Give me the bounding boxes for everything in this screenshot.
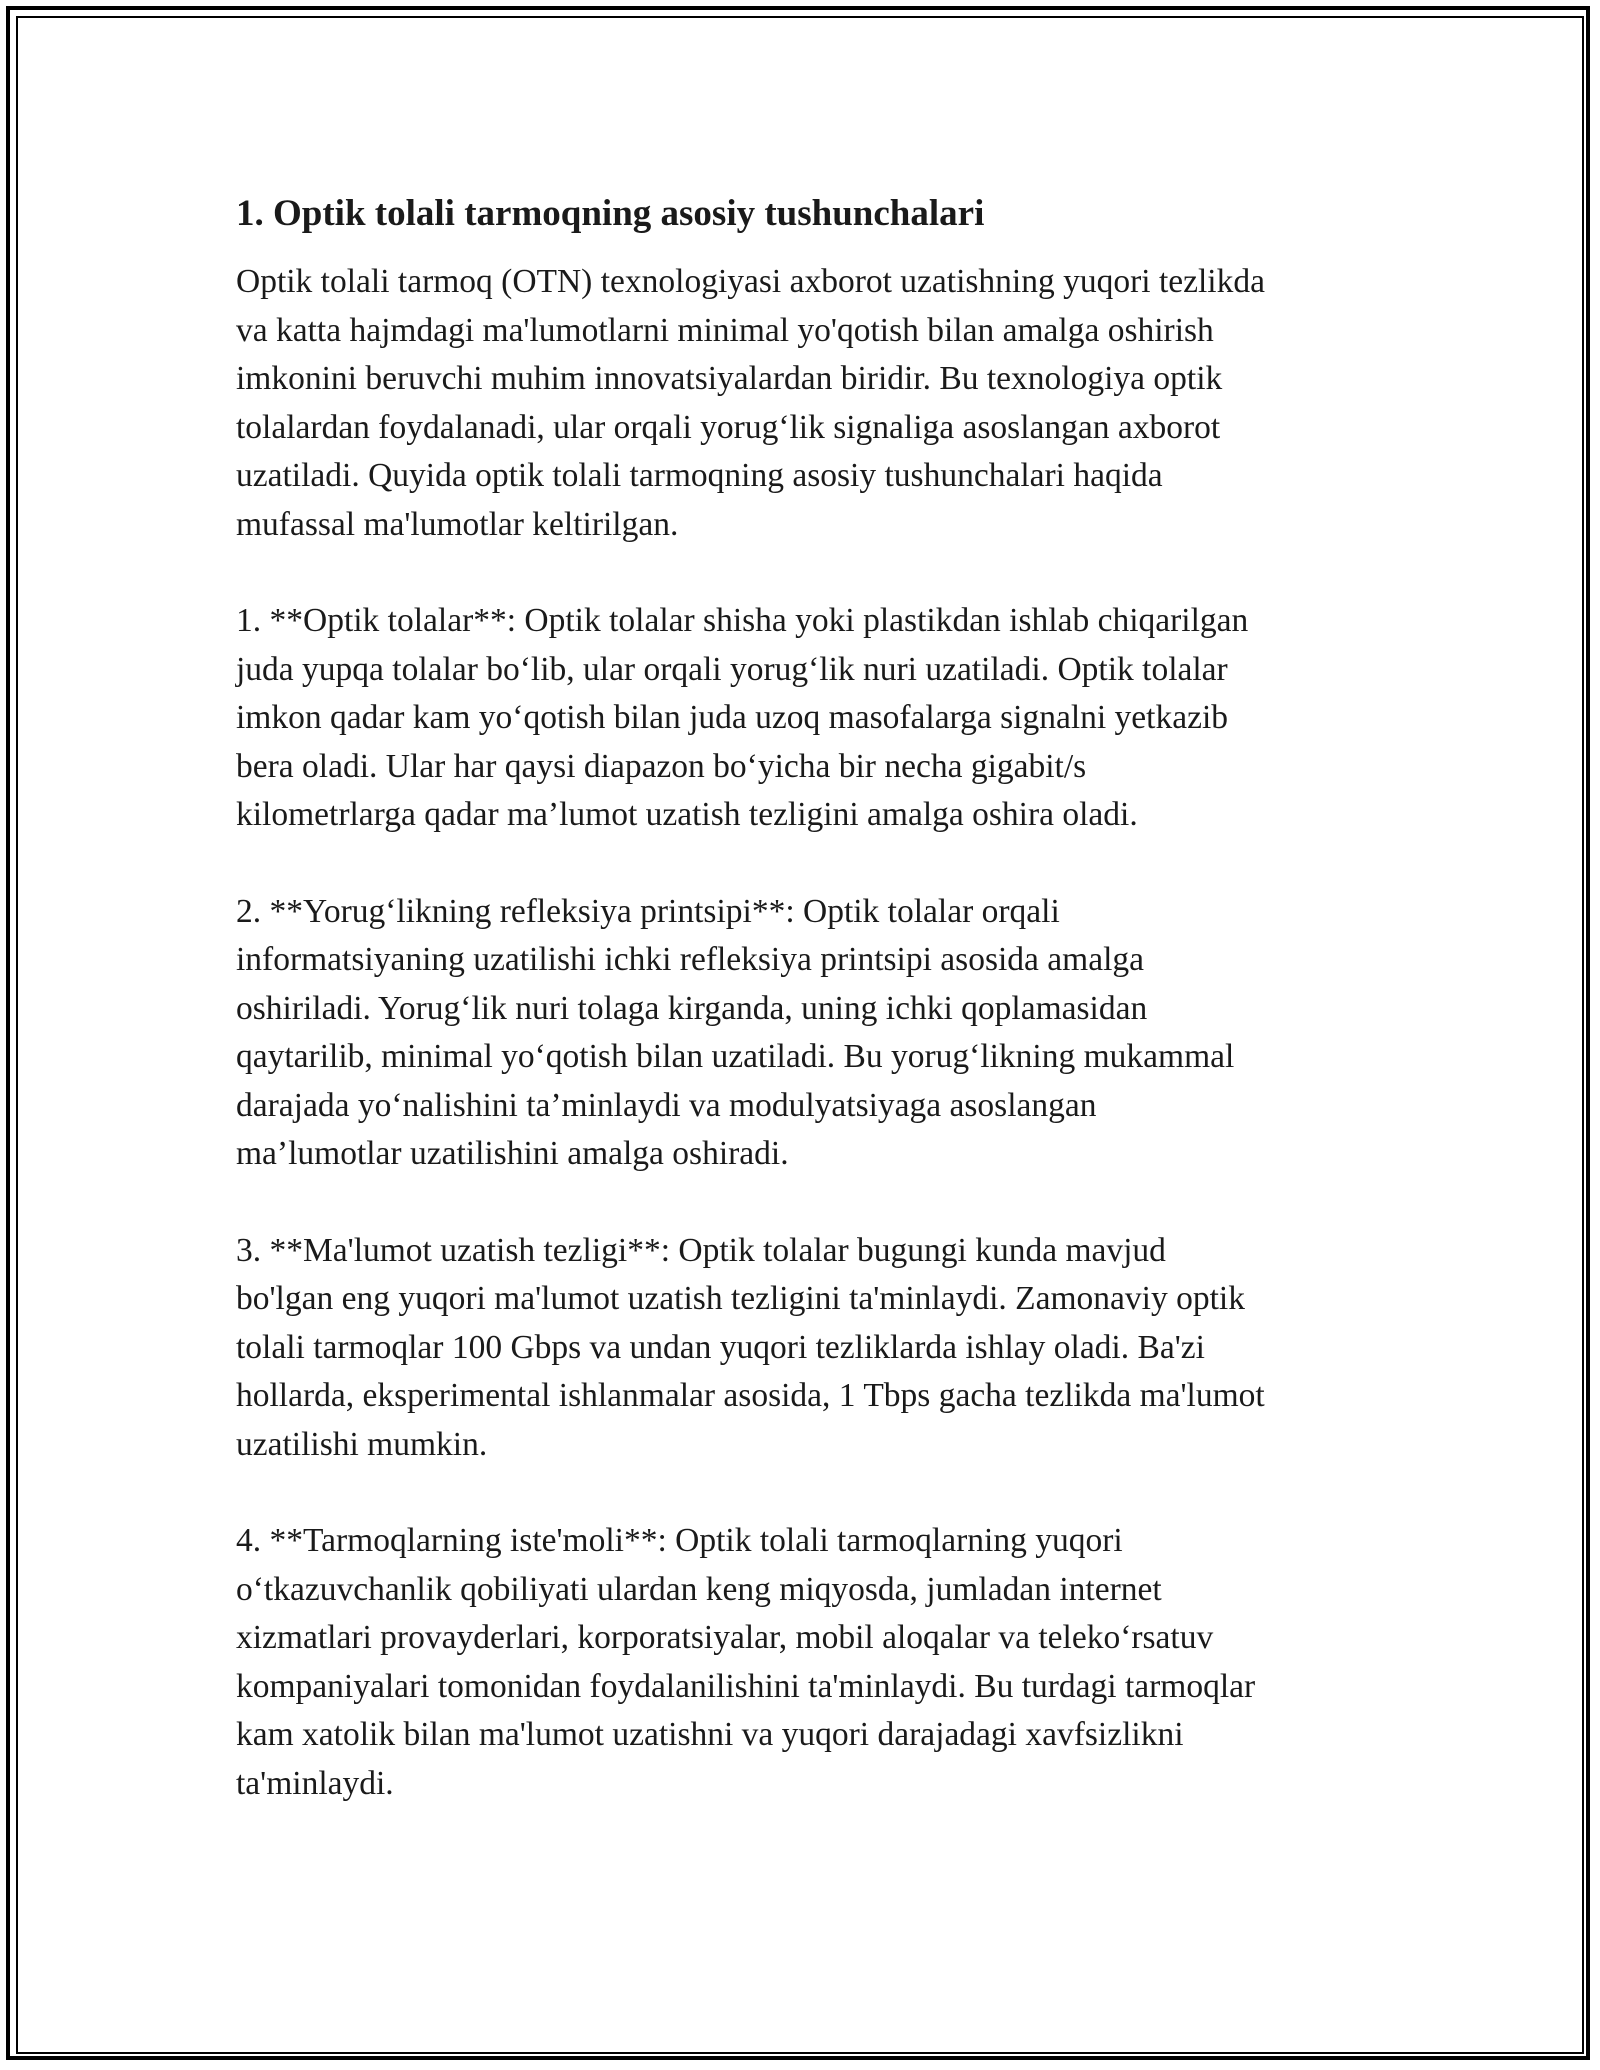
text-line: xizmatlari provayderlari, korporatsiyalar, mobil aloqalar va teleko‘rsatuv [236,1619,1214,1656]
text-line: kompaniyalari tomonidan foydalanilishini ta'minlaydi. Bu turdagi tarmoqlar [236,1667,1256,1705]
text-line: qaytarilib, minimal yo‘qotish bilan uzatiladi. Bu yorug‘likning mukammal [236,1038,1235,1075]
text-line: 3. **Ma'lumot uzatish tezligi**: Optik tolalar bugungi kunda mavjud [236,1231,1166,1269]
text-line: bera oladi. Ular har qaysi diapazon bo‘yicha bir necha gigabit/s [236,747,1087,785]
section-heading: 1. Optik tolali tarmoqning asosiy tushunchalari [236,193,985,234]
text-line: tolalardan foydalanadi, ular orqali yorug‘lik signaliga asoslangan axborot [236,408,1221,446]
text-line: imkonini beruvchi muhim innovatsiyalardan biridir. Bu texnologiya optik [236,360,1223,397]
text-line: 2. **Yorug‘likning refleksiya printsipi**: Optik tolalar orqali [236,892,1060,930]
text-line: bo'lgan eng yuqori ma'lumot uzatish tezligini ta'minlaydi. Zamonaviy optik [236,1280,1245,1317]
document-body [236,186,1366,1856]
text-line: 4. **Tarmoqlarning iste'moli**: Optik tolali tarmoqlarning yuqori [236,1522,1123,1559]
list-item-iste-moli [236,1517,1366,1808]
text-line: juda yupqa tolalar bo‘lib, ular orqali yorug‘lik nuri uzatiladi. Optik tolalar [236,650,1228,688]
text-line: Optik tolali tarmoq (OTN) texnologiyasi axborot uzatishning yuqori tezlikda [236,263,1265,300]
text-line: oshiriladi. Yorug‘lik nuri tolaga kirganda, uning ichki qoplamasidan [236,989,1148,1027]
list-item-refleksiya [236,888,1366,1179]
text-line: 1. **Optik tolalar**: Optik tolalar shisha yoki plastikdan ishlab chiqarilgan [236,602,1249,639]
text-line: informatsiyaning uzatilishi ichki refleksiya printsipi asosida amalga [236,941,1145,978]
intro-paragraph [236,258,1366,549]
text-line: ta'minlaydi. [236,1764,394,1802]
text-line: ma’lumotlar uzatilishini amalga oshiradi. [236,1135,789,1172]
text-line: o‘tkazuvchanlik qobiliyati ulardan keng miqyosda, jumladan internet [236,1570,1162,1608]
text-line: darajada yo‘nalishini ta’minlaydi va modulyatsiyaga asoslangan [236,1086,1097,1124]
list-item-optik-tolalar [236,597,1366,840]
text-line: kilometrlarga qadar ma’lumot uzatish tezligini amalga oshira oladi. [236,796,1138,833]
text-line: va katta hajmdagi ma'lumotlarni minimal yo'qotish bilan amalga oshirish [236,311,1214,349]
text-line: uzatiladi. Quyida optik tolali tarmoqning asosiy tushunchalari haqida [236,457,1163,494]
list-item-uzatish-tezligi [236,1227,1366,1470]
text-line: kam xatolik bilan ma'lumot uzatishni va yuqori darajadagi xavfsizlikni [236,1716,1184,1753]
text-line: uzatilishi mumkin. [236,1425,488,1463]
text-line: mufassal ma'lumotlar keltirilgan. [236,505,679,543]
text-line: imkon qadar kam yo‘qotish bilan juda uzoq masofalarga signalni yetkazib [236,699,1229,736]
text-line: tolali tarmoqlar 100 Gbps va undan yuqori tezliklarda ishlay oladi. Ba'zi [236,1328,1205,1366]
text-line: hollarda, eksperimental ishlanmalar asosida, 1 Tbps gacha tezlikda ma'lumot [236,1377,1265,1414]
